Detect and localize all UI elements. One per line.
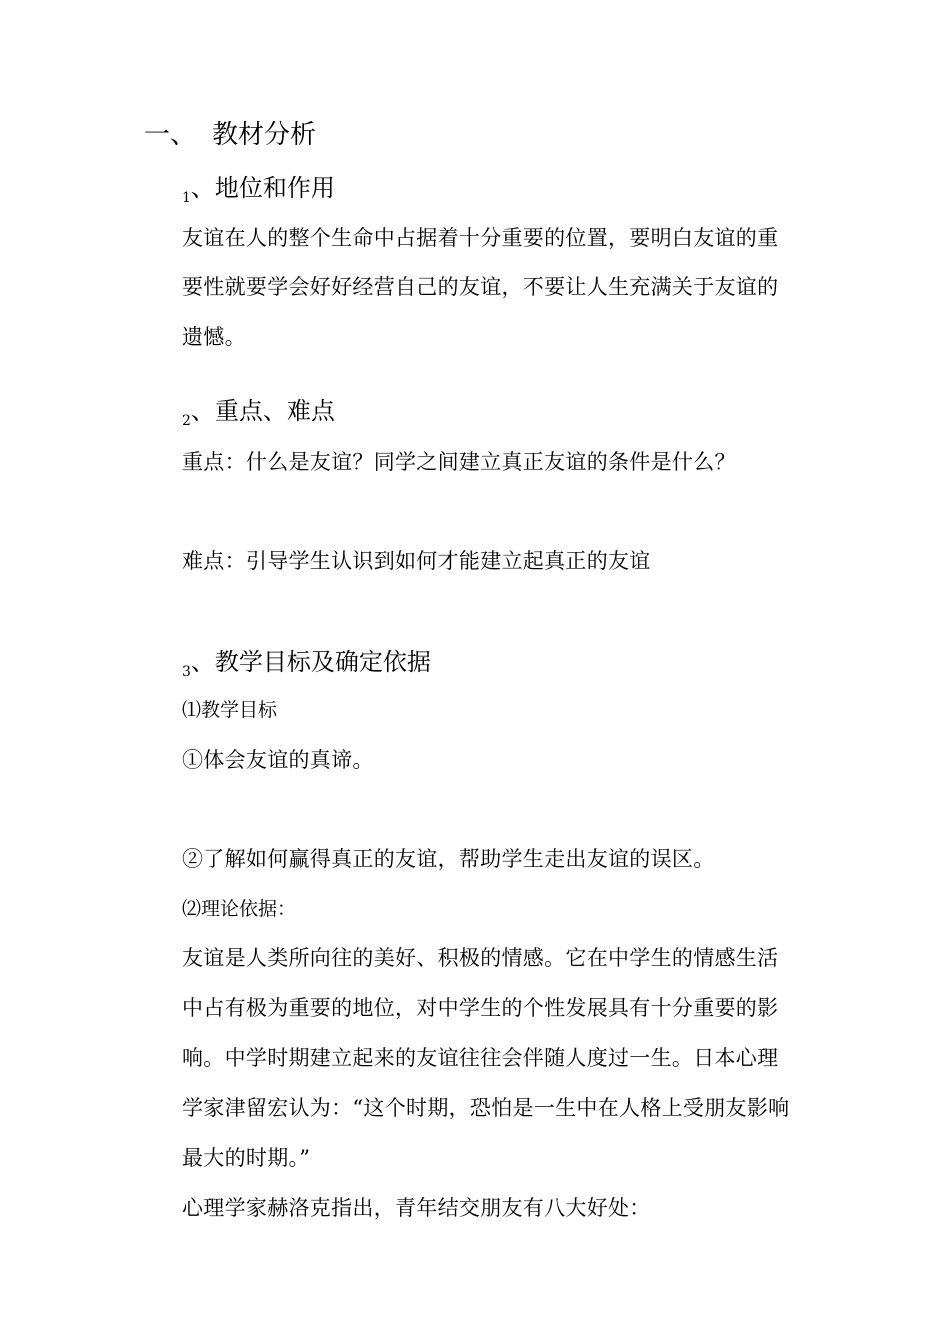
goal-item-2: ②了解如何赢得真正的友谊，帮助学生走出友谊的误区。 bbox=[182, 847, 715, 871]
subsection-title: 重点、难点 bbox=[214, 397, 335, 425]
section-heading bbox=[144, 114, 404, 150]
subsection-title: 教学目标及确定依据 bbox=[214, 648, 431, 676]
paragraph-line: 友谊在人的整个生命中占据着十分重要的位置，要明白友谊的重 bbox=[182, 226, 779, 250]
subsection-number: 3 bbox=[182, 664, 191, 680]
section-title: 教材分析 bbox=[212, 120, 317, 150]
subsection-separator: 、 bbox=[190, 174, 215, 202]
paragraph-line: 遗憾。 bbox=[182, 325, 246, 349]
subsection-title: 地位和作用 bbox=[214, 174, 335, 202]
paragraph-line: 最大的时期。” bbox=[182, 1146, 311, 1170]
subsection-heading-1 bbox=[182, 168, 335, 206]
difficulty-line: 难点：引导学生认识到如何才能建立起真正的友谊 bbox=[182, 549, 651, 573]
paragraph-line: 要性就要学会好好经营自己的友谊，不要让人生充满关于友谊的 bbox=[182, 275, 779, 299]
paragraph-line: 友谊是人类所向往的美好、积极的情感。它在中学生的情感生活 bbox=[182, 946, 779, 970]
subsection-separator: 、 bbox=[190, 397, 215, 425]
paragraph-line: 心理学家赫洛克指出，青年结交朋友有八大好处： bbox=[182, 1196, 651, 1220]
subsection-heading-3 bbox=[182, 642, 431, 680]
paragraph-line: 响。中学时期建立起来的友谊往往会伴随人度过一生。日本心理 bbox=[182, 1046, 779, 1070]
goal-item-1: ①体会友谊的真谛。 bbox=[182, 748, 374, 772]
paragraph-line: 学家津留宏认为：“这个时期，恐怕是一生中在人格上受朋友影响 bbox=[182, 1096, 790, 1120]
subsection-number: 2 bbox=[182, 413, 191, 429]
key-point-line: 重点：什么是友谊？同学之间建立真正友谊的条件是什么？ bbox=[182, 450, 736, 474]
section-number: 一、 bbox=[144, 120, 197, 150]
subsection-heading-2 bbox=[182, 391, 335, 429]
basis-heading: ⑵理论依据： bbox=[182, 898, 297, 920]
subsection-separator: 、 bbox=[190, 648, 215, 676]
paragraph-line: 中占有极为重要的地位，对中学生的个性发展具有十分重要的影 bbox=[182, 996, 779, 1020]
goals-heading: ⑴教学目标 bbox=[182, 699, 278, 721]
subsection-number: 1 bbox=[182, 190, 191, 206]
